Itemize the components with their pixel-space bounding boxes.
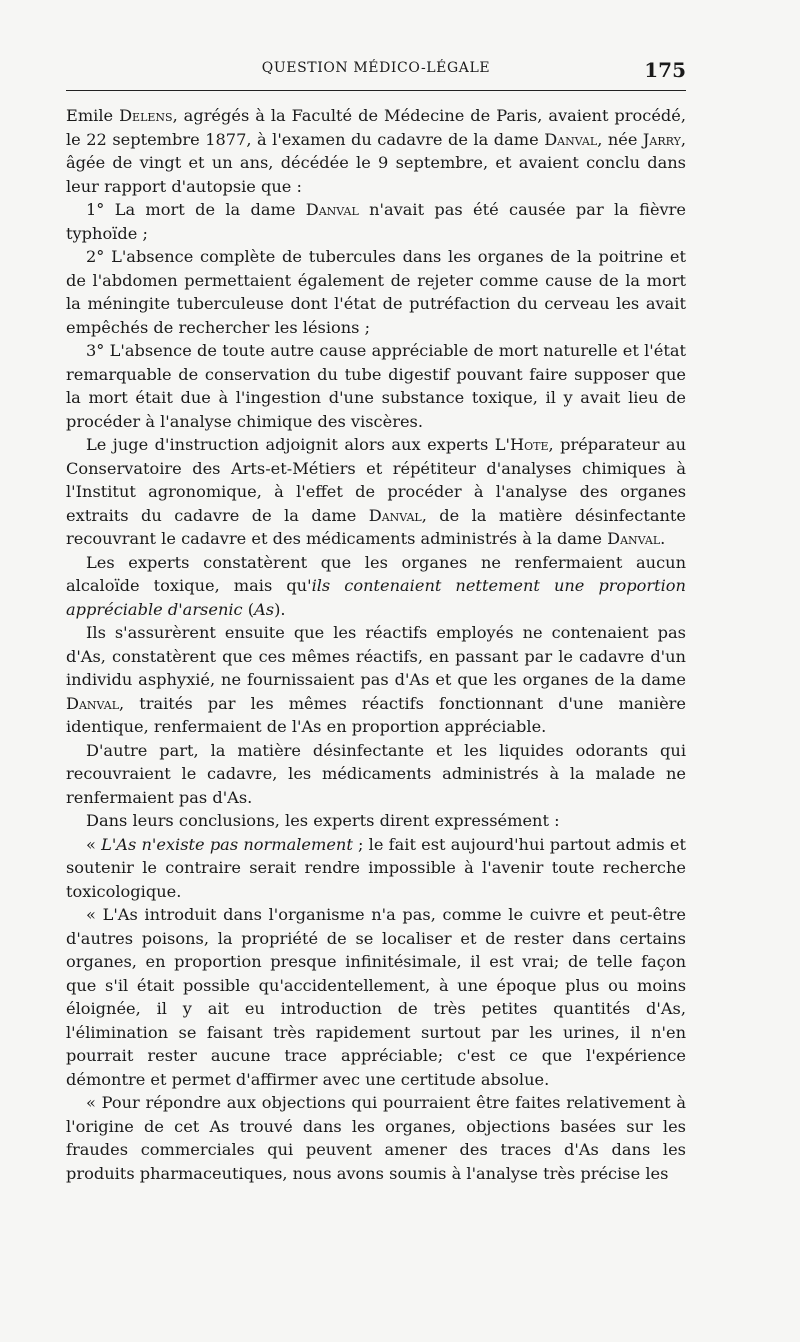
paragraph [66, 551, 686, 622]
running-title: QUESTION MÉDICO-LÉGALE [261, 60, 491, 76]
proper-name: Danval [368, 505, 422, 525]
text-run: , née [597, 129, 643, 149]
italic-text: L'As n'existe pas normalement [101, 834, 353, 854]
text-run: Les experts constatèrent que les organes ne renfermaient aucun alcaloïde toxique, mais qu' [66, 552, 686, 595]
text-run: Emile [66, 106, 120, 125]
paragraph [66, 1091, 686, 1185]
text-run: ; le fait est aujourd'hui partout admis et soutenir le contraire serait rendre impossible à l'avenir toute recherche toxicologique. [66, 834, 686, 901]
proper-name: Danval [607, 529, 661, 548]
proper-name: Danval [305, 200, 359, 219]
header-rule [66, 90, 686, 91]
text-run: « Pour répondre aux objections qui pourraient être faites relativement à l'origine de cet As trouvé dans les organes, objections basées sur les fraudes commerciales qui peuvent amener des traces d'As dans les produits pharmaceutiques, nous avons soumis à l'analyse très précise les [66, 1093, 686, 1183]
text-run: , traités par les mêmes réactifs fonctionnant d'une manière identique, renfermaient de l'As en proportion appréciable. [66, 693, 686, 736]
text-run: . [660, 529, 666, 548]
text-run: , agrégés à la Faculté de Médecine de Paris, avaient procédé, le 22 septembre 1877, à l'examen du cadavre de la dame [66, 106, 686, 149]
page-number: 175 [644, 58, 686, 82]
paragraph [66, 339, 686, 433]
proper-name: Danval [544, 129, 598, 149]
text-run: « [86, 834, 102, 854]
paragraph [66, 833, 686, 904]
paragraph [66, 739, 686, 810]
proper-name: Hote [509, 435, 549, 454]
text-run: 1° La mort de la dame [86, 200, 306, 219]
text-run: , de la matière désinfectante recouvrant le cadavre et des médicaments administrés à la dame [66, 505, 686, 548]
text-run: Ils s'assurèrent ensuite que les réactifs employés ne contenaient pas d'As, constatèrent que ces mêmes réactifs, en passant par le cadavre d'un individu asphyxié, ne fournissaient pas d'As et que les organes de la dame [66, 623, 686, 689]
text-run: n'avait pas été causée par la fièvre typhoïde ; [66, 200, 686, 243]
text-run: , préparateur au Conservatoire des Arts-et-Métiers et répétiteur d'analyses chimiques à l'Institut agronomique, à l'effet de procéder à l'analyse des organes extraits du cadavre de la dame [66, 435, 686, 525]
italic-text: ils contenaient nettement une proportion appréciable d'arsenic [66, 576, 686, 619]
proper-name: Jarry [642, 129, 681, 149]
paragraph [66, 809, 686, 833]
body-text [66, 104, 686, 1185]
text-run: ). [274, 599, 286, 619]
paragraph [66, 198, 686, 245]
text-run: Dans leurs conclusions, les experts dirent expressément : [86, 811, 560, 830]
paragraph [66, 104, 686, 198]
proper-name: Danval [66, 693, 119, 713]
text-run: ( [242, 599, 255, 619]
text-run: 2° L'absence complète de tubercules dans les organes de la poitrine et de l'abdomen permettaient également de rejeter comme cause de la mort la méningite tuberculeuse dont l'état de putréfaction du cerveau les avait empêchés de rechercher les lésions ; [66, 247, 686, 337]
text-run: , âgée de vingt et un ans, décédée le 9 septembre, et avaient conclu dans leur rapport d'autopsie que : [66, 129, 686, 196]
paragraph [66, 245, 686, 339]
text-run: « L'As introduit dans l'organisme n'a pas, comme le cuivre et peut-être d'autres poisons, la propriété de se localiser et de rester dans certains organes, en proportion presque infinitésimale, il est vrai; de telle façon que s'il était possible qu'accidentellement, à une époque plus ou moins éloignée, il y ait eu introduction de très petites quantités d'As, l'élimination se faisant très rapidement surtout par les urines, il n'en pourrait rester aucune trace appréciable; c'est ce que l'expérience démontre et permet d'affirmer avec une certitude absolue. [66, 905, 686, 1089]
text-run: 3° L'absence de toute autre cause appréciable de mort naturelle et l'état remarquable de conservation du tube digestif pouvant faire supposer que la mort était due à l'ingestion d'une substance toxique, il y avait lieu de procéder à l'analyse chimique des viscères. [66, 341, 686, 431]
proper-name: Delens [119, 106, 173, 125]
paragraph [66, 903, 686, 1091]
text-run: D'autre part, la matière désinfectante et les liquides odorants qui recouvraient le cadavre, les médicaments administrés à la malade ne renfermaient pas d'As. [66, 740, 686, 807]
paragraph [66, 433, 686, 551]
text-run: Le juge d'instruction adjoignit alors aux experts L' [86, 435, 510, 454]
running-head [66, 58, 686, 84]
paragraph [66, 621, 686, 739]
italic-text: As [254, 599, 275, 619]
